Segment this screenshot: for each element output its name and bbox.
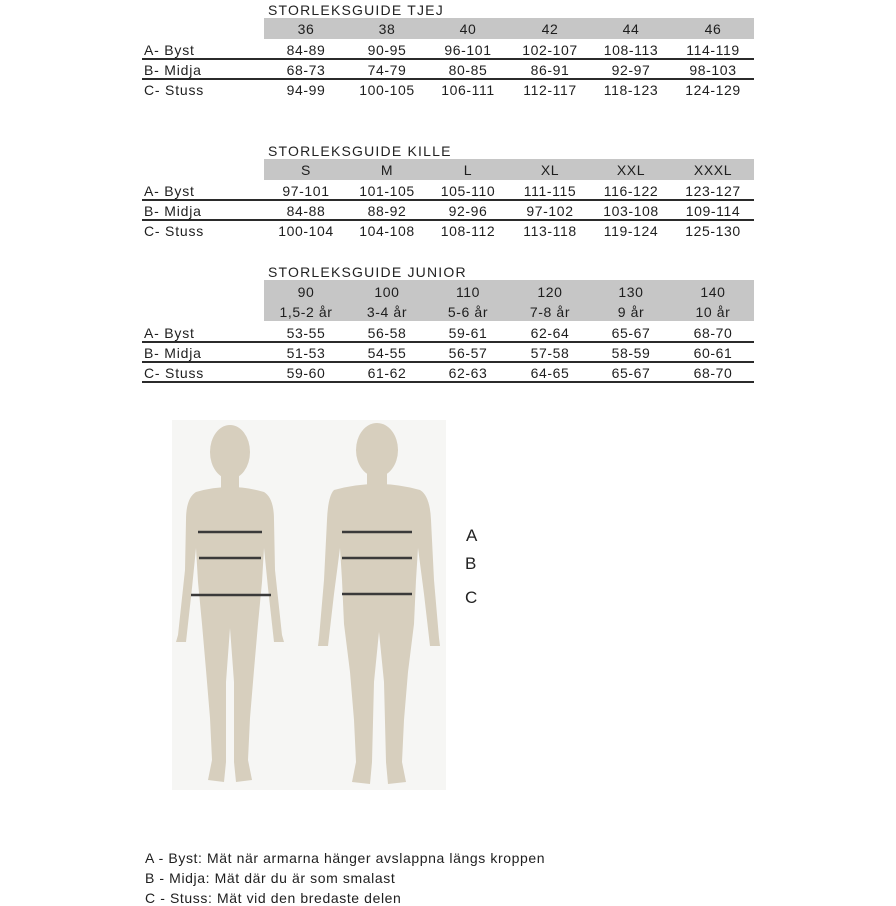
table-cell: 74-79 [367, 62, 407, 78]
table-cell: 92-97 [611, 62, 651, 78]
table-cell: 94-99 [286, 82, 326, 98]
table-cell: 68-73 [286, 62, 326, 78]
table-cell: 56-57 [448, 345, 488, 361]
note-hip: C - Stuss: Mät vid den bredaste delen [145, 890, 402, 906]
row-divider [142, 199, 754, 201]
table-cell: 112-117 [523, 82, 577, 98]
size-header-cell: 42 [541, 21, 559, 37]
table-cell: 59-61 [448, 325, 488, 341]
table-cell: 104-108 [359, 223, 415, 239]
size-header-cell: 38 [378, 21, 396, 37]
table-cell: 108-112 [440, 223, 496, 239]
table-cell: 118-123 [603, 82, 659, 98]
table-cell: 119-124 [603, 223, 659, 239]
table-cell: 65-67 [611, 365, 651, 381]
row-label: A- Byst [144, 42, 195, 58]
table-cell: 109-114 [685, 203, 741, 219]
table-cell: 58-59 [611, 345, 651, 361]
table-cell: 97-102 [526, 203, 574, 219]
size-header-cell: L [463, 162, 473, 178]
table-cell: 53-55 [286, 325, 326, 341]
age-header-cell: 5-6 år [447, 304, 489, 320]
body-measurement-illustration [172, 420, 446, 790]
size-header-cell: 130 [618, 284, 644, 300]
age-header-cell: 3-4 år [366, 304, 408, 320]
table-cell: 68-70 [693, 325, 733, 341]
table-cell: 124-129 [685, 82, 741, 98]
table-cell: 62-64 [530, 325, 570, 341]
size-header-cell: 110 [455, 284, 481, 300]
table-cell: 96-101 [444, 42, 492, 58]
table-cell: 101-105 [359, 183, 415, 199]
table-cell: 86-91 [530, 62, 570, 78]
table-cell: 92-96 [448, 203, 488, 219]
table-cell: 103-108 [603, 203, 659, 219]
row-label: A- Byst [144, 325, 195, 341]
table-cell: 61-62 [367, 365, 407, 381]
table-cell: 56-58 [367, 325, 407, 341]
table-cell: 116-122 [603, 183, 659, 199]
table-cell: 97-101 [282, 183, 330, 199]
note-bust: A - Byst: Mät när armarna hänger avslappna längs kroppen [145, 850, 546, 866]
row-label: B- Midja [144, 62, 202, 78]
measure-letter-b: B [465, 554, 477, 573]
table-cell: 51-53 [286, 345, 326, 361]
age-header-cell: 1,5-2 år [279, 304, 333, 320]
table-cell: 65-67 [611, 325, 651, 341]
measure-letter-a: A [466, 526, 478, 545]
table-cell: 80-85 [448, 62, 488, 78]
age-header-cell: 10 år [695, 304, 731, 320]
size-header-cell: XXL [616, 162, 646, 178]
row-label: C- Stuss [144, 82, 205, 98]
row-label: B- Midja [144, 345, 202, 361]
row-divider [142, 219, 754, 221]
age-header-cell: 9 år [617, 304, 645, 320]
table-cell: 88-92 [367, 203, 407, 219]
row-divider [142, 78, 754, 80]
size-header-cell: 90 [297, 284, 315, 300]
table-cell: 125-130 [685, 223, 741, 239]
table-cell: 64-65 [530, 365, 570, 381]
row-divider [142, 58, 754, 60]
row-label: C- Stuss [144, 223, 205, 239]
row-divider [142, 381, 754, 383]
note-waist: B - Midja: Mät där du är som smalast [145, 870, 396, 886]
table-cell: 59-60 [286, 365, 326, 381]
table-cell: 84-89 [286, 42, 326, 58]
size-header-cell: XXXL [693, 162, 733, 178]
table-cell: 123-127 [685, 183, 741, 199]
row-label: A- Byst [144, 183, 195, 199]
table-cell: 57-58 [530, 345, 570, 361]
row-divider [142, 341, 754, 343]
table-cell: 68-70 [693, 365, 733, 381]
size-header-cell: XL [540, 162, 560, 178]
table-cell: 105-110 [440, 183, 496, 199]
row-label: B- Midja [144, 203, 202, 219]
table-cell: 102-107 [522, 42, 578, 58]
table-cell: 60-61 [693, 345, 733, 361]
table-cell: 84-88 [286, 203, 326, 219]
female-figure [176, 425, 284, 782]
size-header-cell: M [380, 162, 394, 178]
row-label: C- Stuss [144, 365, 205, 381]
size-header-cell: S [301, 162, 311, 178]
table-cell: 114-119 [686, 42, 740, 58]
table-cell: 98-103 [689, 62, 737, 78]
table-cell: 54-55 [367, 345, 407, 361]
table-cell: 62-63 [448, 365, 488, 381]
section-title-kille: STORLEKSGUIDE KILLE [268, 143, 452, 159]
row-divider [142, 361, 754, 363]
table-cell: 111-115 [523, 183, 577, 199]
male-figure [318, 423, 440, 784]
size-header-cell: 140 [700, 284, 726, 300]
size-header-cell: 44 [622, 21, 640, 37]
section-title-tjej: STORLEKSGUIDE TJEJ [268, 2, 444, 18]
table-cell: 113-118 [523, 223, 577, 239]
age-header-cell: 7-8 år [529, 304, 571, 320]
table-cell: 100-105 [359, 82, 415, 98]
size-header-cell: 46 [704, 21, 722, 37]
section-title-junior: STORLEKSGUIDE JUNIOR [268, 264, 467, 280]
table-cell: 90-95 [367, 42, 407, 58]
table-cell: 106-111 [441, 82, 495, 98]
measure-letter-c: C [465, 588, 478, 607]
table-cell: 100-104 [278, 223, 334, 239]
size-header-cell: 120 [537, 284, 563, 300]
size-header-cell: 36 [297, 21, 315, 37]
size-header-cell: 40 [459, 21, 477, 37]
size-header-cell: 100 [374, 284, 400, 300]
table-cell: 108-113 [603, 42, 659, 58]
